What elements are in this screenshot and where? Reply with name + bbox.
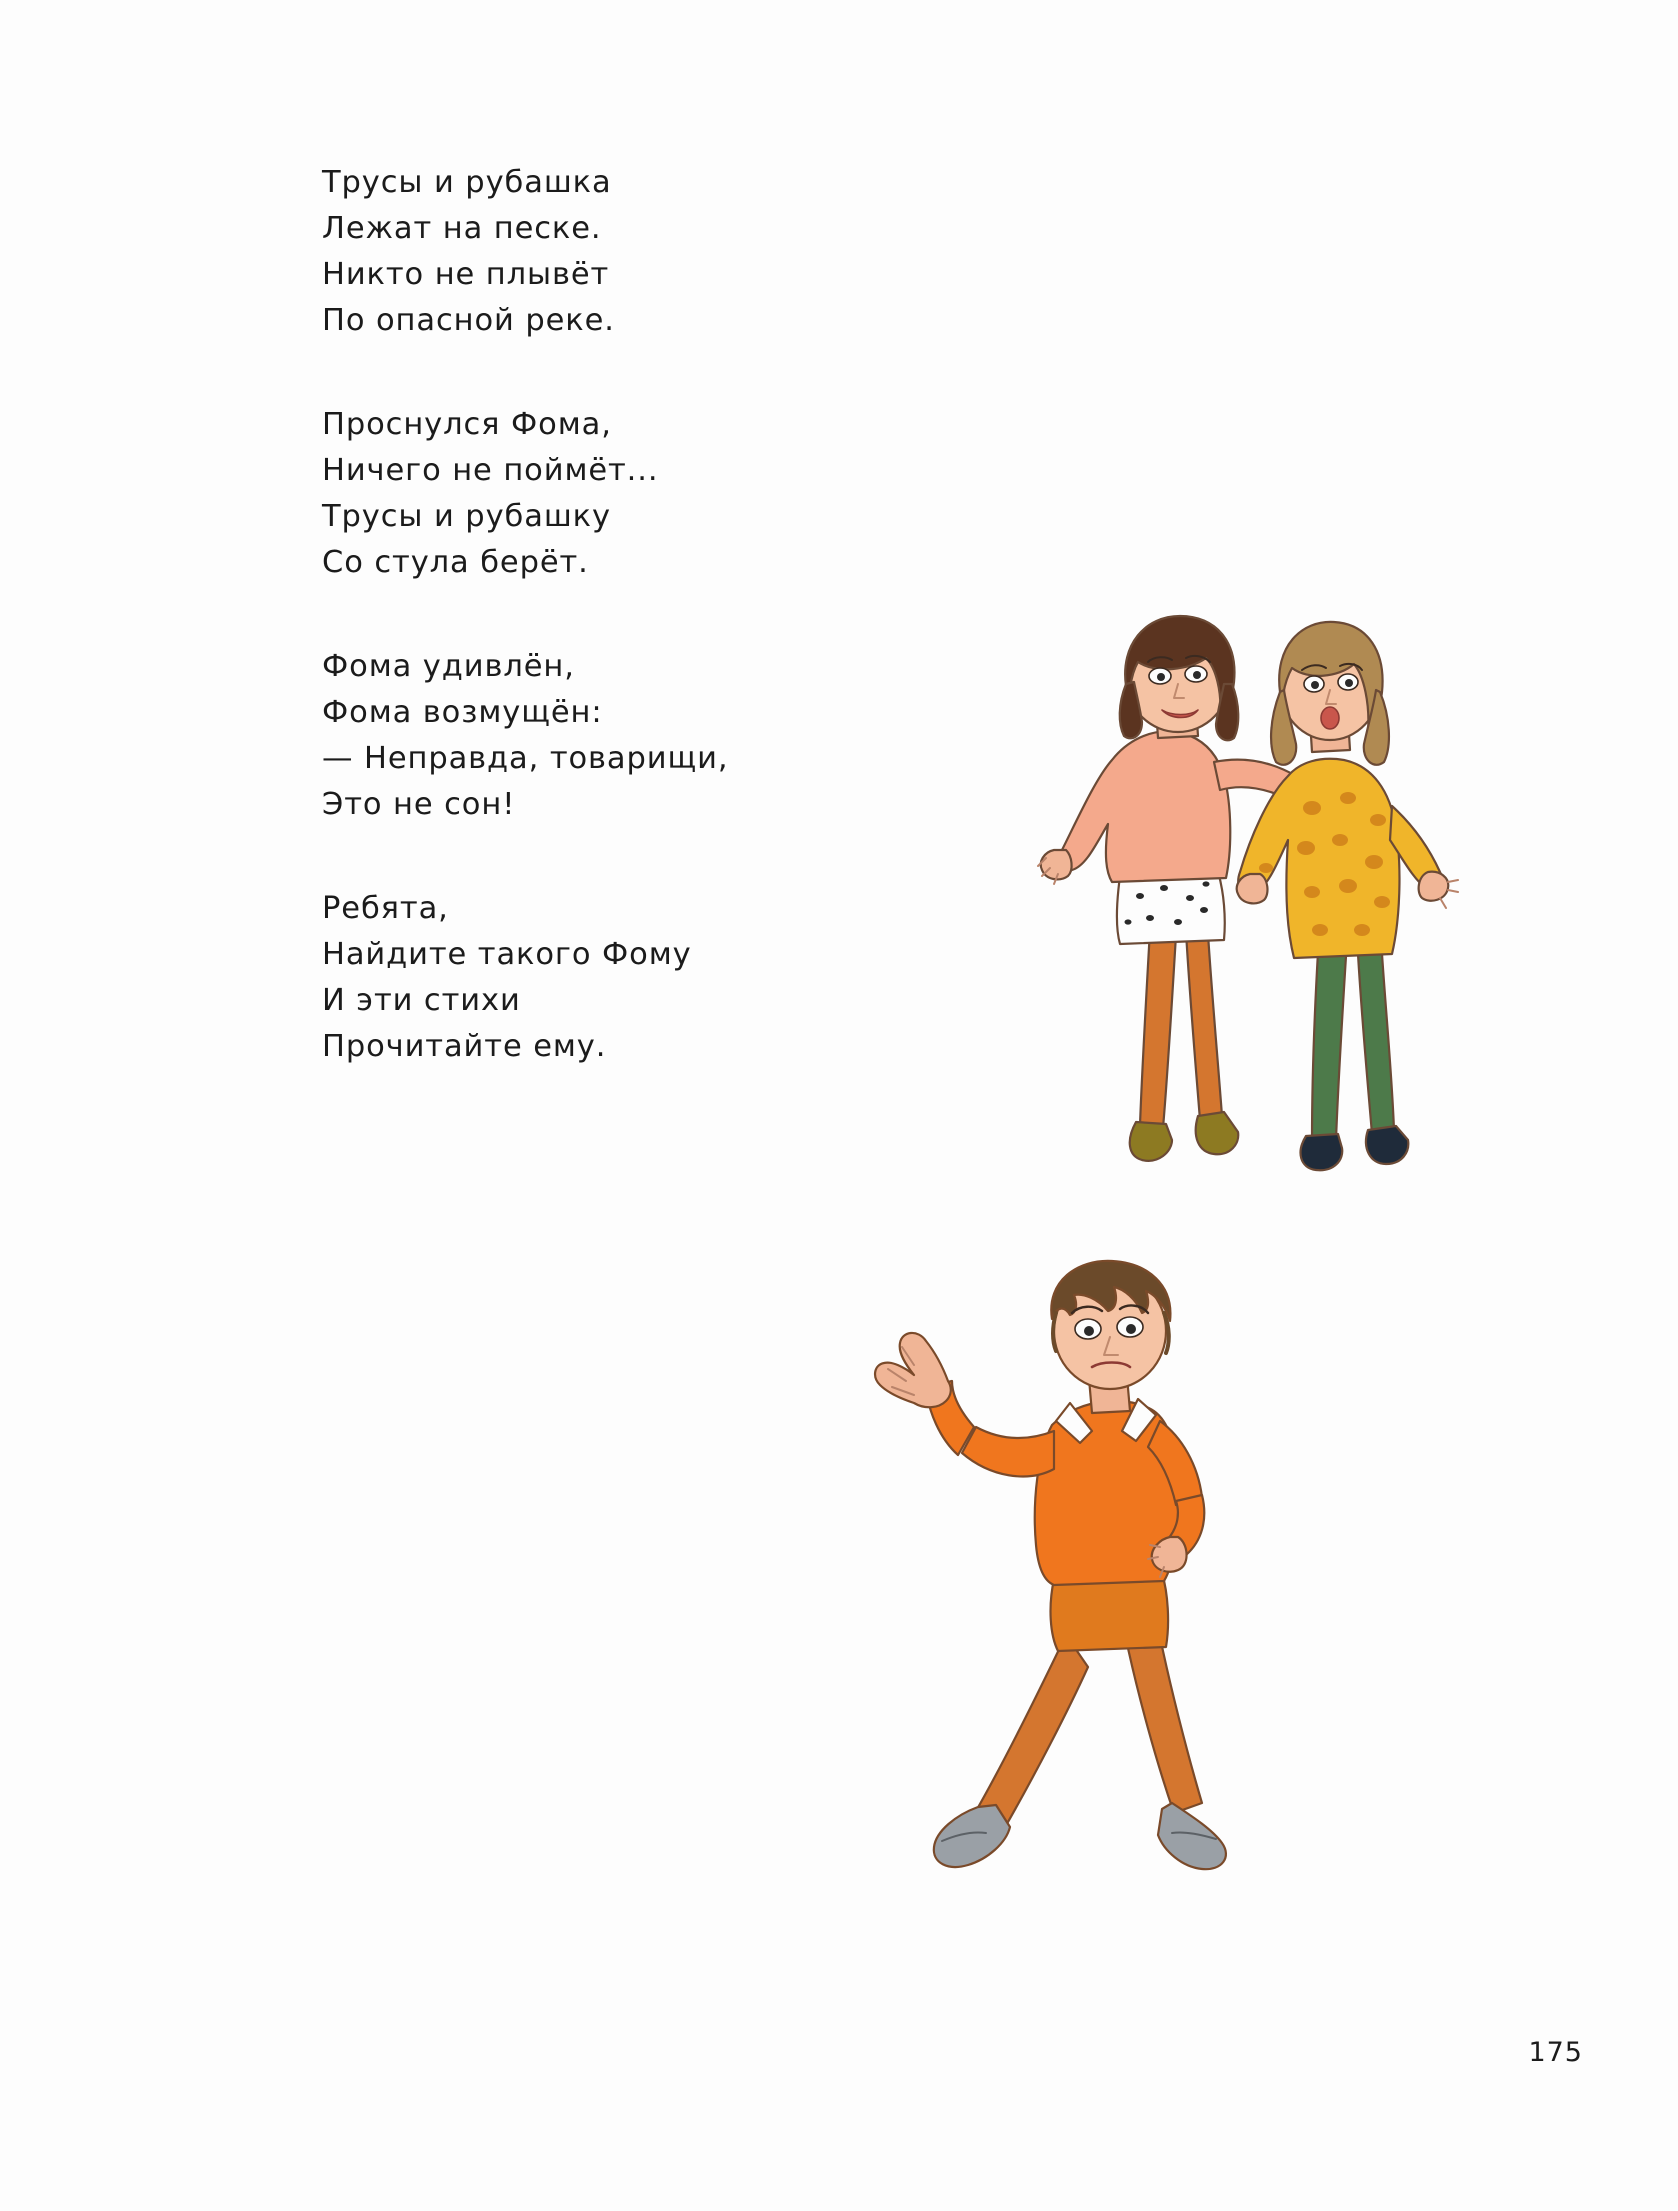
poem-line: Найдите такого Фому <box>322 937 692 972</box>
poem-line: Со стула берёт. <box>322 545 589 580</box>
poem-text <box>322 160 962 1070</box>
illustration-boy <box>830 1255 1360 1955</box>
poem-line: Трусы и рубашка <box>322 165 612 200</box>
poem-line: Это не сон! <box>322 787 516 822</box>
poem-line: И эти стихи <box>322 983 521 1018</box>
poem-stanza <box>322 644 962 828</box>
poem-line: Прочитайте ему. <box>322 1029 607 1064</box>
poem-line: Трусы и рубашку <box>322 499 611 534</box>
poem-line: Проснулся Фома, <box>322 407 612 442</box>
poem-stanza <box>322 886 962 1070</box>
poem-line: По опасной реке. <box>322 303 615 338</box>
poem-line: Фома возмущён: <box>322 695 603 730</box>
poem-line: Никто не плывёт <box>322 257 610 292</box>
poem-line: Фома удивлён, <box>322 649 575 684</box>
poem-stanza <box>322 160 962 344</box>
illustration-two-girls <box>1000 600 1500 1240</box>
poem-line: Ребята, <box>322 891 449 926</box>
poem-line: — Неправда, товарищи, <box>322 741 729 776</box>
poem-line: Ничего не поймёт... <box>322 453 659 488</box>
poem-stanza <box>322 402 962 586</box>
page-number: 175 <box>1528 2037 1583 2068</box>
poem-line: Лежат на песке. <box>322 211 602 246</box>
